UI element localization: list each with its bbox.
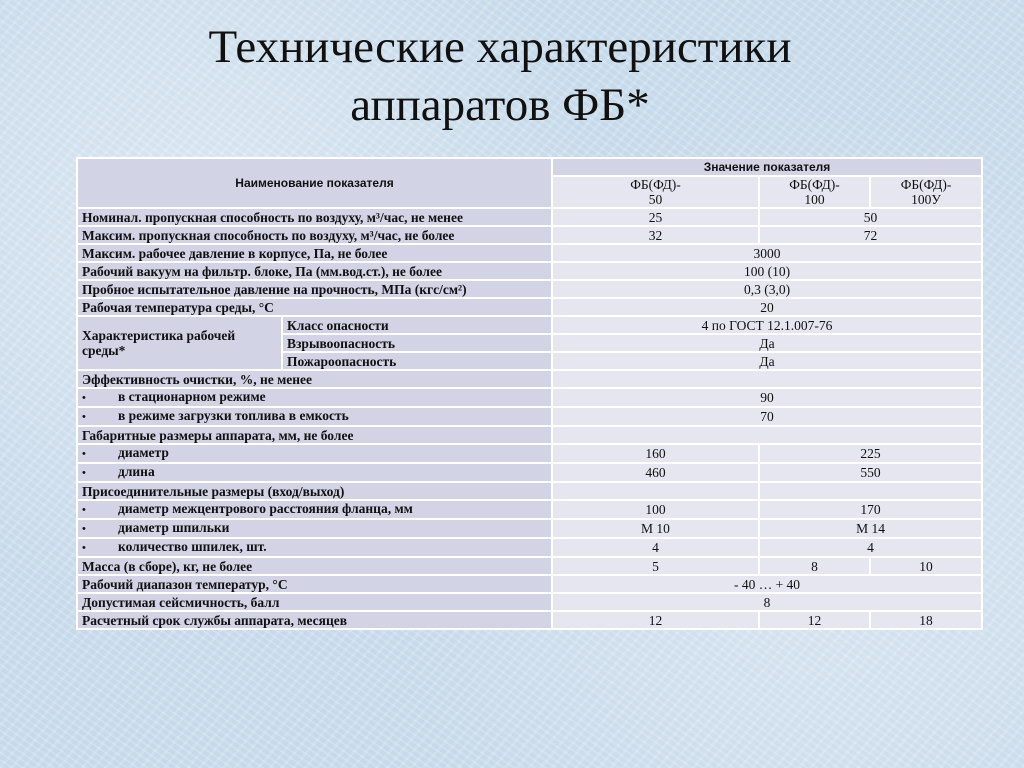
cell-dimensions-empty [552,426,982,444]
cell-connection-empty-2 [759,482,982,500]
table-row [77,575,982,593]
spec-table [76,157,983,630]
cell-air-max-50: 32 [552,226,759,244]
slide-title [0,18,1000,134]
row-label-fire: Пожароопасность [282,352,552,370]
bullet-icon: • [82,523,86,535]
row-label-count [77,538,552,557]
cell-efficiency-empty [552,370,982,388]
table-row [77,482,982,500]
cell-length-50: 460 [552,463,759,482]
cell-diameter-50: 160 [552,444,759,463]
table-row [77,316,982,334]
table-row [77,208,982,226]
row-label-flange-text: диаметр межцентрового расстояния фланца, мм [118,501,413,516]
row-label-temp-range: Рабочий диапазон температур, °С [77,575,552,593]
row-label-stationary-text: в стационарном режиме [118,389,266,404]
table-row [77,226,982,244]
row-label-diameter-text: диаметр [118,445,169,460]
row-label-lifetime: Расчетный срок службы аппарата, месяцев [77,611,552,629]
row-label-medium: Характеристика рабочей среды* [77,316,282,370]
table-header-row [77,158,982,176]
row-label-dimensions: Габаритные размеры аппарата, мм, не более [77,426,552,444]
bullet-icon: • [82,411,86,423]
row-label-seismic: Допустимая сейсмичность, балл [77,593,552,611]
cell-stud-100: М 14 [759,519,982,538]
table-row [77,538,982,557]
header-model-fb100: ФБ(ФД)- 100 [759,176,870,208]
row-label-stud [77,519,552,538]
table-row [77,298,982,316]
cell-air-min-50: 25 [552,208,759,226]
cell-count-100: 4 [759,538,982,557]
row-label-explosion: Взрывоопасность [282,334,552,352]
table-row [77,519,982,538]
row-label-stud-text: диаметр шпильки [118,520,230,535]
bullet-icon: • [82,504,86,516]
cell-mass-100u: 10 [870,557,982,575]
row-label-diameter [77,444,552,463]
row-label-efficiency: Эффективность очистки, %, не менее [77,370,552,388]
row-label-length-text: длина [118,464,155,479]
table-row [77,370,982,388]
bullet-icon: • [82,392,86,404]
bullet-icon: • [82,542,86,554]
cell-lifetime-100: 12 [759,611,870,629]
cell-connection-empty-1 [552,482,759,500]
cell-mass-50: 5 [552,557,759,575]
table-row [77,280,982,298]
cell-vacuum: 100 (10) [552,262,982,280]
row-label-count-text: количество шпилек, шт. [118,539,267,554]
row-label-connection: Присоединительные размеры (вход/выход) [77,482,552,500]
cell-lifetime-100u: 18 [870,611,982,629]
bullet-icon: • [82,467,86,479]
header-model-fb100u: ФБ(ФД)- 100У [870,176,982,208]
cell-diameter-100: 225 [759,444,982,463]
row-label-temp: Рабочая температура среды, °С [77,298,552,316]
header-model-fb50: ФБ(ФД)- 50 [552,176,759,208]
row-label-test-pressure: Пробное испытательное давление на прочность, МПа (кгс/см²) [77,280,552,298]
cell-temp: 20 [552,298,982,316]
cell-flange-50: 100 [552,500,759,519]
cell-count-50: 4 [552,538,759,557]
cell-mass-100: 8 [759,557,870,575]
cell-loading: 70 [552,407,982,426]
table-row [77,244,982,262]
cell-stationary: 90 [552,388,982,407]
cell-air-max-100: 72 [759,226,982,244]
cell-hazard: 4 по ГОСТ 12.1.007-76 [552,316,982,334]
row-label-pressure: Максим. рабочее давление в корпусе, Па, не более [77,244,552,262]
table-row [77,593,982,611]
table-row [77,444,982,463]
cell-flange-100: 170 [759,500,982,519]
row-label-loading-text: в режиме загрузки топлива в емкость [118,408,349,423]
cell-air-min-100: 50 [759,208,982,226]
row-label-flange [77,500,552,519]
cell-length-100: 550 [759,463,982,482]
table-row [77,500,982,519]
cell-stud-50: М 10 [552,519,759,538]
cell-lifetime-50: 12 [552,611,759,629]
table-row [77,611,982,629]
row-label-length [77,463,552,482]
cell-seismic: 8 [552,593,982,611]
row-label-air-max: Максим. пропускная способность по воздуху, м³/час, не более [77,226,552,244]
row-label-vacuum: Рабочий вакуум на фильтр. блоке, Па (мм.вод.ст.), не более [77,262,552,280]
cell-test-pressure: 0,3 (3,0) [552,280,982,298]
table-row [77,407,982,426]
row-label-mass: Масса (в сборе), кг, не более [77,557,552,575]
table-row [77,388,982,407]
cell-fire: Да [552,352,982,370]
table-row [77,463,982,482]
table-row [77,426,982,444]
header-name-cell: Наименование показателя [77,158,552,208]
table-row [77,262,982,280]
slide-title-line1: Технические характеристики [208,21,792,73]
header-value-cell: Значение показателя [552,158,982,176]
cell-explosion: Да [552,334,982,352]
bullet-icon: • [82,448,86,460]
row-label-air-min: Номинал. пропускная способность по воздуху, м³/час, не менее [77,208,552,226]
table-row [77,557,982,575]
slide-title-line2: аппаратов ФБ* [350,79,650,131]
row-label-stationary [77,388,552,407]
cell-temp-range: - 40 … + 40 [552,575,982,593]
cell-pressure: 3000 [552,244,982,262]
row-label-hazard: Класс опасности [282,316,552,334]
row-label-loading [77,407,552,426]
